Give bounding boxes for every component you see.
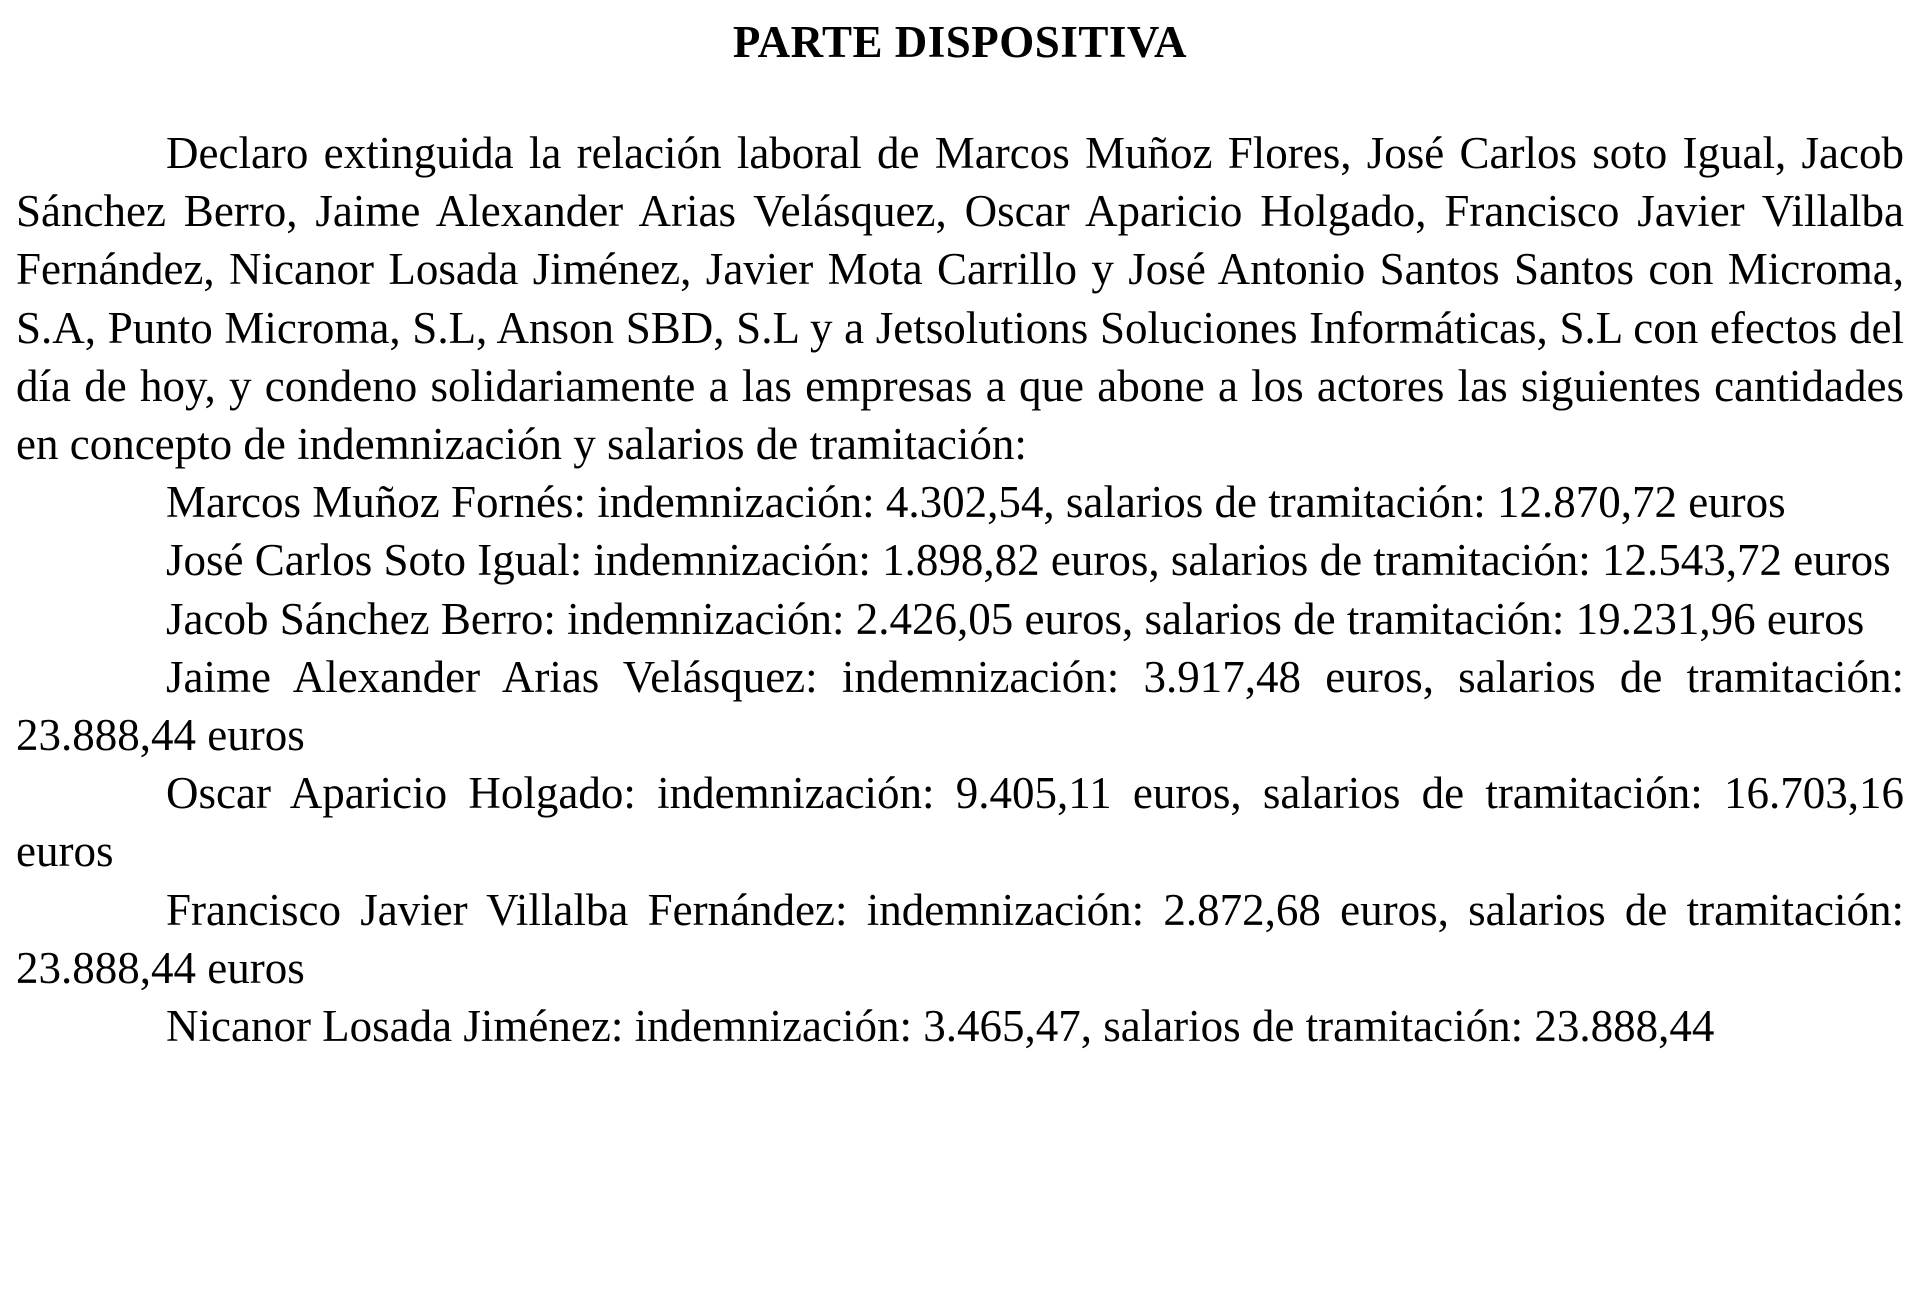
list-item: Jacob Sánchez Berro: indemnización: 2.426,05 euros, salarios de tramitación: 19.231,96 euros	[166, 593, 1865, 644]
list-item: Oscar Aparicio Holgado: indemnización: 9.405,11 euros, salarios de tramitación: 16.703,16 euros	[16, 768, 1904, 877]
list-item: Nicanor Losada Jiménez: indemnización: 3.465,47, salarios de tramitación: 23.888,44	[166, 1001, 1715, 1052]
list-item: Marcos Muñoz Fornés: indemnización: 4.302,54, salarios de tramitación: 12.870,72 euros	[166, 477, 1786, 528]
list-item: José Carlos Soto Igual: indemnización: 1.898,82 euros, salarios de tramitación: 12.543,72 euros	[166, 535, 1891, 586]
document-body	[16, 124, 1904, 1055]
list-item: Francisco Javier Villalba Fernández: indemnización: 2.872,68 euros, salarios de tramitación: 23.888,44 euros	[16, 884, 1904, 993]
intro-paragraph: Declaro extinguida la relación laboral de Marcos Muñoz Flores, José Carlos soto Igual, Jacob Sánchez Berro, Jaime Alexander Arias Velásquez, Oscar Aparicio Holgado, Francisco Javier Villalba Fernández, Nicanor Losada Jiménez, Javier Mota Carrillo y José Antonio Santos Santos con Microma, S.A, Punto Microma, S.L, Anson SBD, S.L y a Jetsolutions Soluciones Informáticas, S.L con efectos del día de hoy, y condeno solidariamente a las empresas a que abone a los actores las siguientes cantidades en concepto de indemnización y salarios de tramitación:	[16, 128, 1904, 470]
page-title: PARTE DISPOSITIVA	[732, 17, 1188, 67]
list-item: Jaime Alexander Arias Velásquez: indemnización: 3.917,48 euros, salarios de tramitación: 23.888,44 euros	[16, 651, 1904, 761]
